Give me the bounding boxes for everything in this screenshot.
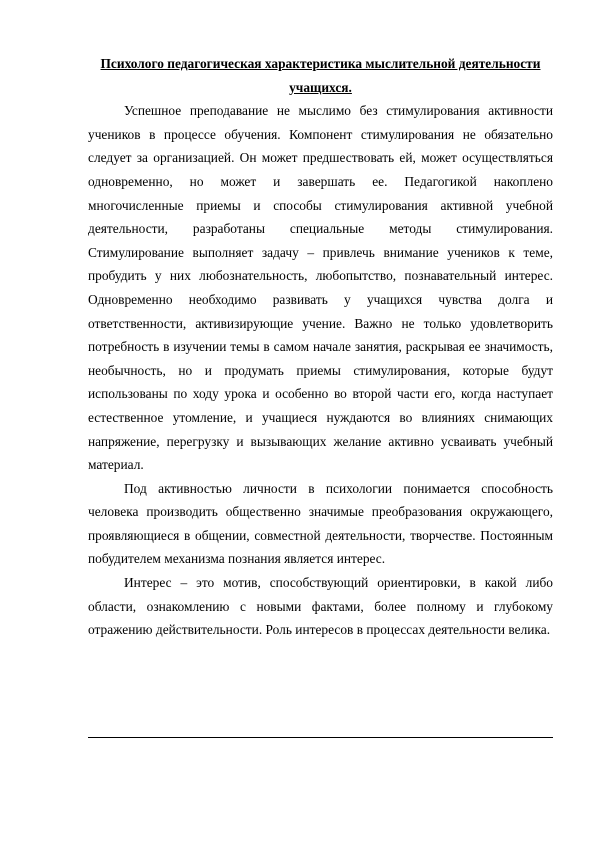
bottom-divider <box>88 737 553 738</box>
paragraph-3: Интерес – это мотив, способствующий ориентировки, в какой либо области, ознакомлению с новыми фактами, более полному и глубокому отражению действительности. Роль интересов в процессах деятельности велика. <box>88 575 553 638</box>
paragraph-2: Под активностью личности в психологии понимается способность человека производить общественно значимые преобразования окружающего, проявляющиеся в общении, совместной деятельности, творчестве. Постоянным побудителем механизма познания является интерес. <box>88 480 553 567</box>
title-line-1: Психолого педагогическая характеристика мыслительной деятельности <box>100 56 541 71</box>
title-line-2: учащихся. <box>289 79 352 95</box>
document-page <box>88 52 553 642</box>
paragraph-1: Успешное преподавание не мыслимо без стимулирования активности учеников в процессе обучения. Компонент стимулирования не обязательно следует за организацией. Он может предшествовать ей, может осуществляться одновременно, но может и завершать ее. Педагогикой накоплено многочисленные приемы и способы стимулирования активной учебной деятельности, разработаны специальные методы стимулирования. Стимулирование выполняет задачу – привлечь внимание учеников к теме, пробудить у них любознательность, любопытство, познавательный интерес. Одновременно необходимо развивать у учащихся чувства долга и ответственности, активизирующие учение. Важно не только удовлетворить потребность в изучении темы в самом начале занятия, раскрывая ее значимость, необычность, но и продумать приемы стимулирования, которые будут использованы по ходу урока и особенно во второй части его, когда наступает естественное утомление, и учащиеся нуждаются во влияниях снимающих напряжение, перегрузку и вызывающих желание активно усваивать учебный материал. <box>88 103 553 473</box>
document-title <box>88 52 553 99</box>
